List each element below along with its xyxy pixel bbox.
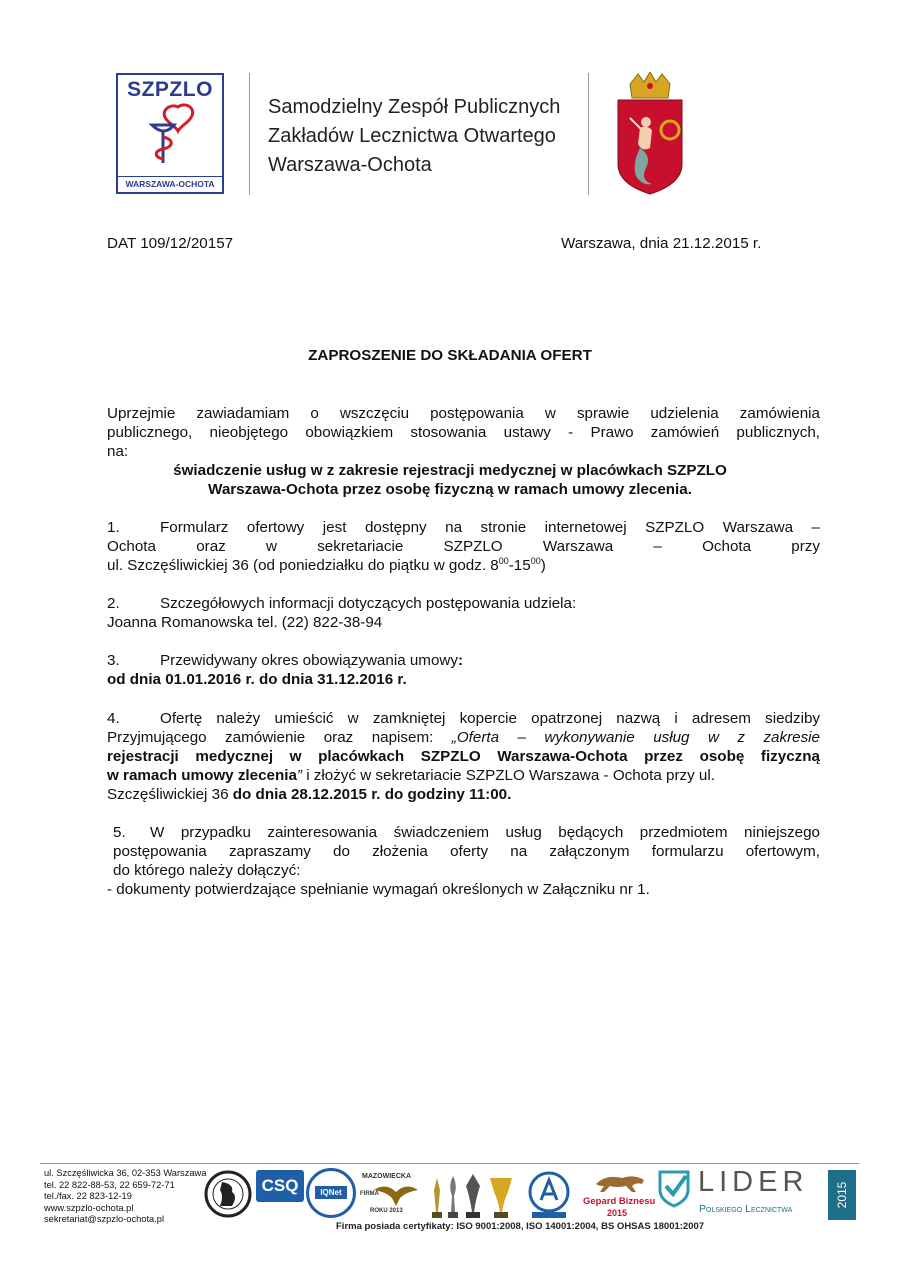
- superscript: 00: [498, 556, 509, 566]
- superscript: 00: [530, 556, 541, 566]
- point-4-text: Szczęśliwickiej 36: [107, 786, 233, 803]
- point-number: 5.: [113, 824, 126, 841]
- firma-roku-label: ROKU 2013: [370, 1208, 403, 1214]
- point-1-hours: [107, 556, 546, 575]
- csq-badge: CSQ: [256, 1170, 304, 1202]
- szpzlo-logo: [116, 73, 224, 194]
- intro-line: publicznego, nieobjętego obowiązkiem stosowania ustawy - Prawo zamówień publicznych,: [107, 424, 820, 441]
- footer-website: www.szpzlo-ochota.pl: [44, 1202, 134, 1213]
- point-1-line: Ochota oraz w sekretariacie SZPZLO Warszawa – Ochota przy: [107, 538, 820, 555]
- warsaw-coat-of-arms-icon: [612, 72, 688, 196]
- mazowiecka-label: MAZOWIECKA: [362, 1173, 411, 1180]
- footer-email: sekretariat@szpzlo-ochota.pl: [44, 1214, 165, 1225]
- caduceus-heart-icon: [142, 103, 202, 167]
- reference-number: DAT 109/12/20157: [107, 235, 234, 252]
- gepard-year: 2015: [607, 1208, 628, 1218]
- point-2-line: Szczegółowych informacji dotyczących postępowania udziela:: [160, 595, 577, 612]
- point-number: 3.: [107, 652, 120, 669]
- logo-abbreviation: SZPZLO: [127, 78, 213, 101]
- subject-line: Warszawa-Ochota przez osobę fizyczną w ramach umowy zlecenia.: [208, 481, 692, 498]
- lider-label: LIDER: [698, 1166, 809, 1198]
- document-title: ZAPROSZENIE DO SKŁADANIA OFERT: [308, 347, 592, 364]
- submission-deadline: do dnia 28.12.2015 r. do godziny 11:00.: [232, 786, 512, 803]
- point-5-line: W przypadku zainteresowania świadczeniem usług będących przedmiotem niniejszego: [150, 824, 820, 841]
- intro-line: na:: [107, 443, 129, 460]
- intro-line: Uprzejmie zawiadamiam o wszczęciu postępowania w sprawie udzielenia zamówienia: [107, 405, 820, 422]
- point-4-line: rejestracji medycznej w placówkach SZPZLO Warszawa-Ochota przez osobę fizyczną: [107, 748, 820, 765]
- point-4-bold: w ramach umowy zlecenia: [107, 767, 297, 784]
- header-divider-right: [588, 73, 589, 195]
- point-3-text: Przewidywany okres obowiązywania umowy: [160, 652, 458, 669]
- trophies-icon: [428, 1170, 522, 1220]
- point-number: 1.: [107, 519, 120, 536]
- contact-person: Joanna Romanowska tel. (22) 822-38-94: [107, 614, 383, 631]
- footer-address-line: tel. 22 822-88-53, 22 659-72-71: [44, 1179, 175, 1190]
- point-1-text: ul. Szczęśliwickiej 36 (od poniedziałku do piątku w godz. 8: [107, 557, 499, 574]
- point-4-text: i złożyć w sekretariacie SZPZLO Warszawa - Ochota przy ul.: [301, 767, 715, 784]
- footer-address-line: ul. Szczęśliwicka 36, 02-353 Warszawa: [44, 1168, 207, 1178]
- closing-quote: ”: [296, 767, 302, 784]
- subject-line: świadczenie usług w z zakresie rejestracji medycznej w placówkach SZPZLO: [173, 462, 727, 479]
- firma-label: FIRMA: [360, 1191, 379, 1197]
- quality-certificate-icon: [524, 1170, 574, 1220]
- point-number: 4.: [107, 710, 120, 727]
- point-1-text: -15: [508, 557, 531, 574]
- header-divider-left: [249, 73, 250, 195]
- cheetah-icon: [592, 1170, 648, 1194]
- point-4-line: [107, 728, 820, 747]
- lider-year: 2015: [835, 1181, 849, 1209]
- org-name-line: Samodzielny Zespół Publicznych: [268, 96, 561, 118]
- profile-seal-icon: [204, 1170, 252, 1218]
- point-number: 2.: [107, 595, 120, 612]
- point-4-text: Przyjmującego zamówienie oraz napisem:: [107, 729, 452, 746]
- certificates-line: Firma posiada certyfikaty: ISO 9001:2008, ISO 14001:2004, BS OHSAS 18001:2007: [336, 1221, 705, 1232]
- point-5-line: postępowania zapraszamy do złożenia oferty na załączonym formularzu ofertowym,: [113, 843, 820, 860]
- organization-name: [268, 93, 560, 180]
- point-3-colon: :: [457, 652, 464, 669]
- point-3-line: [160, 651, 463, 670]
- logo-city: WARSZAWA-OCHOTA: [118, 176, 222, 192]
- point-1-line: Formularz ofertowy jest dostępny na stronie internetowej SZPZLO Warszawa –: [160, 519, 820, 536]
- gepard-label: Gepard Biznesu: [583, 1196, 656, 1207]
- org-name-line: Warszawa-Ochota: [268, 154, 432, 176]
- point-4-line: Ofertę należy umieścić w zamkniętej kopercie opatrzonej nazwą i adresem siedziby: [160, 710, 820, 727]
- point-5-line: do którego należy dołączyć:: [113, 862, 301, 879]
- point-4-line: [107, 785, 511, 804]
- requirements-item: - dokumenty potwierdzające spełnianie wymagań określonych w Załączniku nr 1.: [107, 881, 650, 898]
- footer-address-line: tel./fax. 22 823-12-19: [44, 1191, 132, 1202]
- offer-label-italic: „Oferta – wykonywanie usług w z zakresie: [451, 729, 820, 746]
- lider-year-badge: [828, 1170, 856, 1220]
- point-1-text: ): [540, 557, 546, 574]
- footer-divider: [40, 1163, 859, 1164]
- footer-address: [44, 1168, 206, 1226]
- iqnet-label: IQNet: [315, 1186, 347, 1199]
- org-name-line: Zakładów Lecznictwa Otwartego: [268, 125, 556, 147]
- document-date: Warszawa, dnia 21.12.2015 r.: [561, 235, 762, 252]
- eagle-icon: [372, 1180, 420, 1208]
- lider-shield-icon: [656, 1168, 692, 1208]
- lider-subtitle: Polskiego Lecznictwa: [699, 1203, 793, 1215]
- iqnet-badge: [306, 1168, 356, 1218]
- contract-period: od dnia 01.01.2016 r. do dnia 31.12.2016 r.: [107, 671, 407, 688]
- point-4-line: [107, 766, 715, 785]
